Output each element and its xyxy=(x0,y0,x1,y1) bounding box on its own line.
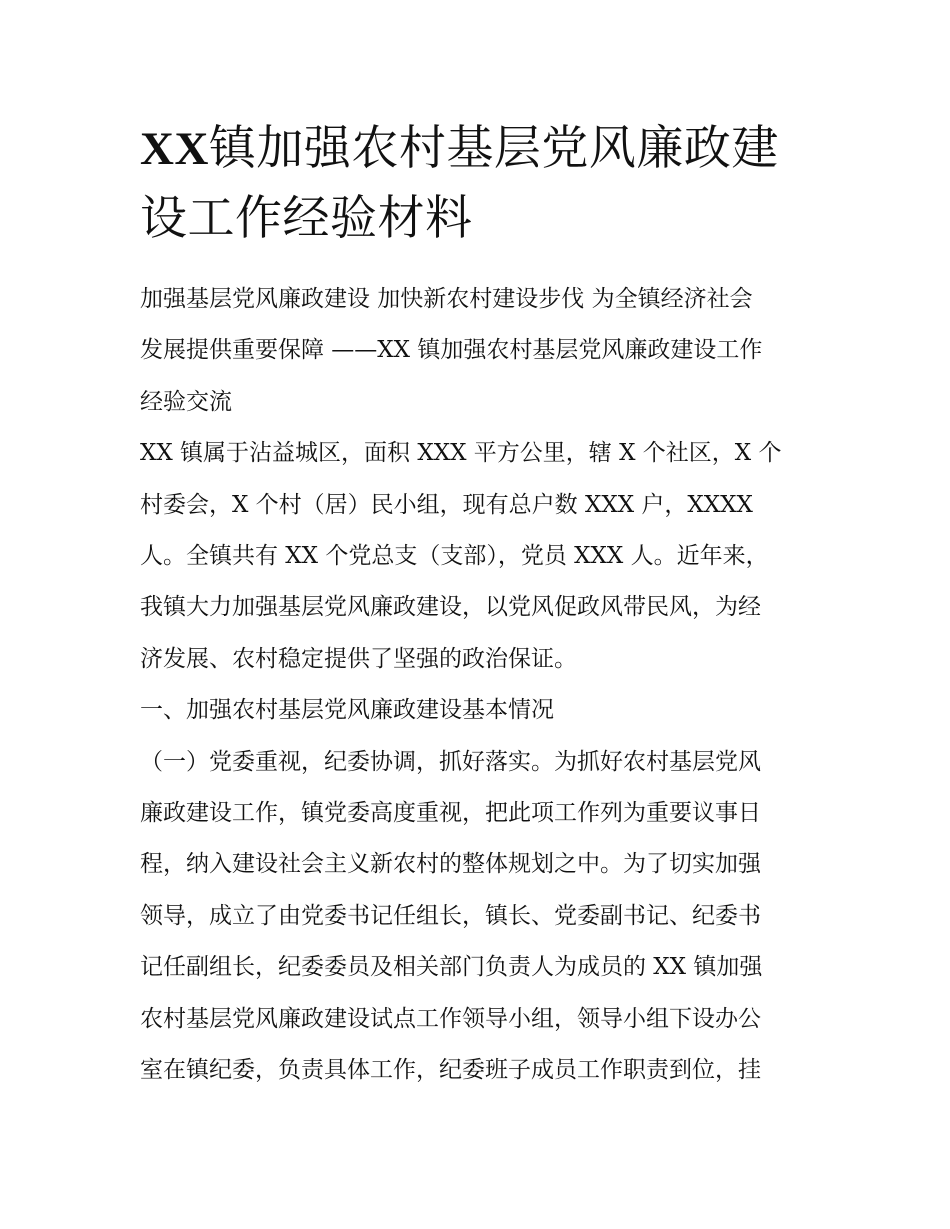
body-line: XX 镇属于沾益城区，面积 XXX 平方公里，辖 X 个社区，X 个 xyxy=(140,440,782,467)
document-body xyxy=(140,274,812,1097)
body-line: 经验交流 xyxy=(140,388,232,415)
body-line: 廉政建设工作，镇党委高度重视，把此项工作列为重要议事日 xyxy=(140,800,761,827)
document-title xyxy=(140,114,812,254)
body-line: 室在镇纪委，负责具体工作，纪委班子成员工作职责到位，挂 xyxy=(140,1057,761,1084)
section-heading: 一、加强农村基层党风廉政建设基本情况 xyxy=(140,697,554,724)
body-line: 农村基层党风廉政建设试点工作领导小组，领导小组下设办公 xyxy=(140,1005,761,1032)
title-text: 镇加强农村基层党风廉政建 xyxy=(208,121,779,176)
title-latin: XX xyxy=(140,123,209,175)
body-line: 领导，成立了由党委书记任组长，镇长、党委副书记、纪委书 xyxy=(140,902,761,929)
title-line-2 xyxy=(140,184,812,254)
title-line-1 xyxy=(140,114,812,184)
body-line: （一）党委重视，纪委协调，抓好落实。为抓好农村基层党风 xyxy=(140,748,761,775)
body-line: 村委会，X 个村（居）民小组，现有总户数 XXX 户，XXXX xyxy=(140,491,753,518)
body-line: 济发展、农村稳定提供了坚强的政治保证。 xyxy=(140,645,577,672)
body-line: 记任副组长，纪委委员及相关部门负责人为成员的 XX 镇加强 xyxy=(140,954,763,981)
body-line: 加强基层党风廉政建设 加快新农村建设步伐 为全镇经济社会 xyxy=(140,286,753,312)
body-line: 人。全镇共有 XX 个党总支（支部），党员 XXX 人。近年来， xyxy=(140,543,769,570)
title-text: 设工作经验材料 xyxy=(140,191,473,246)
document-content xyxy=(140,114,812,1097)
body-line: 程，纳入建设社会主义新农村的整体规划之中。为了切实加强 xyxy=(140,851,761,878)
body-line: 我镇大力加强基层党风廉政建设，以党风促政风带民风，为经 xyxy=(140,594,761,621)
body-line: 发展提供重要保障 ——XX 镇加强农村基层党风廉政建设工作 xyxy=(140,337,763,364)
